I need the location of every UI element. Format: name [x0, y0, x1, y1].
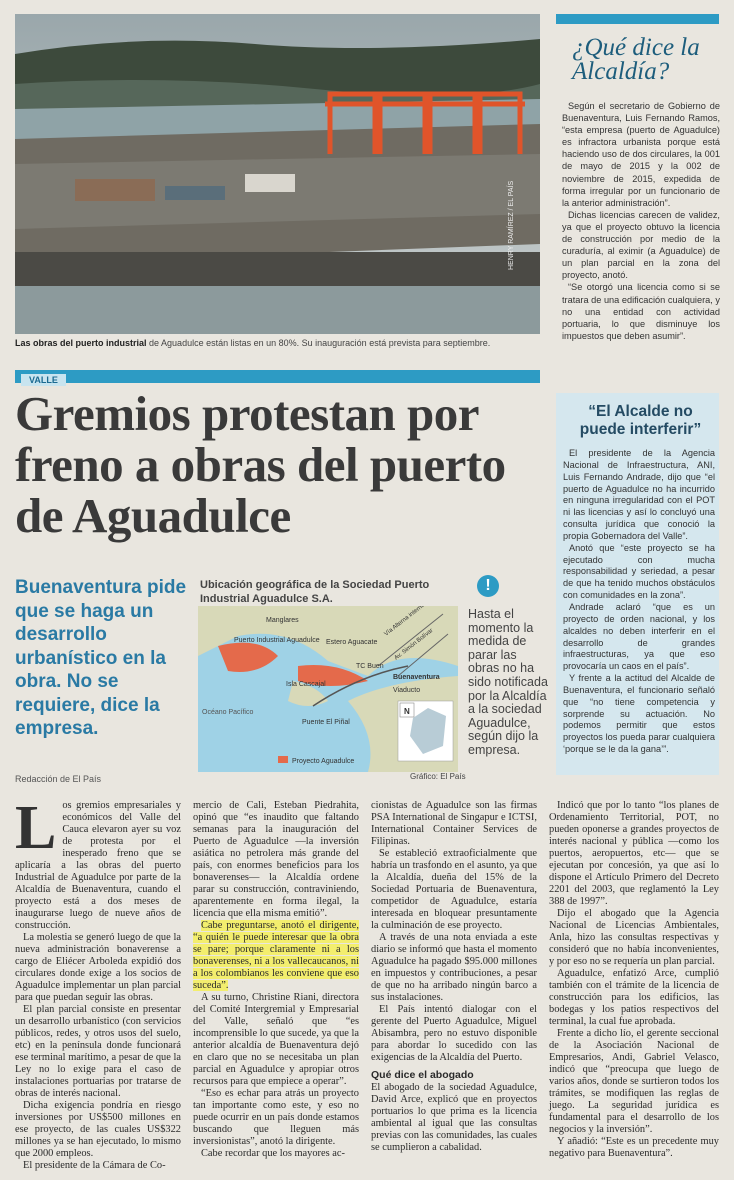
map-label-puerto: Puerto Industrial Aguadulce — [234, 637, 320, 644]
map-label-manglares: Manglares — [266, 617, 299, 624]
body-column-4 — [549, 800, 719, 1160]
box-text — [563, 448, 715, 756]
body-paragraph: “Eso es echar para atrás un proyecto tan importante como este, y eso no puede ocurrir en un país donde estamos buscando que lleguen más inversionistas”, anotó la dirigente. — [193, 1088, 359, 1147]
body-paragraph: El País intentó dialogar con el gerente del Puerto Aguadulce, Miguel Abisambra, pero no estuvo disponible para abordar lo sucedido con las exigencias de la Alcaldía del Puerto. — [371, 1004, 537, 1063]
sidebar-paragraph: “Se otorgó una licencia como si se tratara de una edificación cualquiera, y no una entidad con actividad portuaria, lo que disminuye los impuestos que deben asumir”. — [562, 282, 720, 341]
box-paragraph: Y frente a la actitud del Alcalde de Buenaventura, el funcionario señaló que “no tiene competencia y sorprende su actuación. No podemos permitir que estos proyectos los pueda parar cualquiera ‘porque se le da la gana’”. — [563, 673, 715, 755]
map-credit: Gráfico: El País — [410, 772, 466, 781]
section-bar — [15, 370, 540, 383]
highlighted-paragraph — [193, 920, 359, 992]
map-title: Ubicación geográfica de la Sociedad Puerto Industrial Aguadulce S.A. — [200, 579, 430, 605]
subheadline: Buenaventura pide que se haga un desarrollo urbanístico en la obra. No se requiere, dice la empresa. — [15, 577, 187, 739]
map-label-estero: Estero Aguacate — [326, 639, 378, 646]
sidebar-accent-bar — [556, 14, 719, 24]
body-paragraph: Se estableció extraoficialmente que habría un trasfondo en el asunto, ya que la Alcaldía, dueña del 15% de la Sociedad Portuaria de Buenaventura, competidor de Aguadulce, estaría interesada en bloquear presuntamente la culminación de ese proyecto. — [371, 848, 537, 931]
legend-swatch — [278, 756, 288, 763]
map-drawing — [198, 606, 458, 772]
compass-label: N — [404, 707, 410, 716]
body-paragraph: El presidente de la Cámara de Co- — [23, 1160, 166, 1171]
sidebar-title: ¿Qué dice la Alcaldía? — [572, 34, 700, 85]
caption-text: de Aguadulce están listas en un 80%. Su inauguración está prevista para septiembre. — [146, 338, 491, 348]
body-paragraph: os gremios empresariales y económicos del Valle del Cauca elevaron ayer su voz de protesta por el inesperado freno que se aplicaría a las obras del puerto Industrial de Aguadulce por parte de la Alcaldía de Buenaventura, cuando el proyecto está a dos meses de inaugurarse luego de nueve años de construcción. — [15, 800, 181, 931]
map-label-via-alterna: Vía Alterna interna — [383, 606, 427, 638]
section-label: VALLE — [21, 374, 66, 386]
photo-caption — [15, 338, 540, 348]
body-paragraph: Y añadió: “Este es un precedente muy negativo para Buenaventura”. — [549, 1136, 719, 1159]
body-column-2 — [193, 800, 359, 1160]
body-paragraph: cionistas de Aguadulce son las firmas PSA International de Singapur e ICTSI, International Container Services de Filipinas. — [371, 800, 537, 847]
box-paragraph: Anotó que “este proyecto se ha ejecutado con mucha responsabilidad y seriedad, a pesar de que ha tenido muchos obstáculos con comunidades en la zona”. — [563, 542, 715, 601]
map-label-isla: Isla Cascajal — [286, 681, 326, 688]
side-note: Hasta el momento la medida de parar las obras no ha sido notificada por la Alcaldía a la sociedad Aguadulce, según dijo la empresa. — [468, 607, 548, 757]
map-label-oceano: Océano Pacífico — [202, 709, 254, 716]
map-label-av-simon: Av. Simón Bolívar — [393, 627, 435, 662]
box-paragraph: El presidente de la Agencia Nacional de Infraestructura, ANI, Luis Fernando Andrade, dijo que “el puerto de Aguadulce no ha incurrido en ninguna irregularidad con el POT ni las licencias y así lo concluyó una consulta jurídica que conoció la propia Gobernadora del Valle”. — [563, 448, 715, 541]
body-paragraph: El abogado de la sociedad Aguadulce, David Arce, explicó que en proyectos portuarios lo que prima es la licencia ambiental al igual que las consultas previas con las comunidades, las cuales se cumplieron a cabalidad. — [371, 1082, 537, 1153]
sidebar-text — [562, 100, 720, 342]
sidebar-paragraph: Dichas licencias carecen de validez, ya que el proyecto obtuvo la licencia de construcción por medio de la curaduría, al eximir (a Aguadulce) de un plan parcial en la zona del proyecto, anotó. — [562, 209, 720, 281]
sidebar-paragraph: Según el secretario de Gobierno de Buenaventura, Luis Fernando Ramos, “esta empresa (puerto de Aguadulce) es infractora urbanista porque está haciendo uso de dos circulares, la 001 de mayo de 2015 y la 002 de noviembre de 2015, expedida de forma irregular por un funcionario de la anterior administración”. — [562, 101, 720, 208]
body-paragraph: Dijo el abogado que la Agencia Nacional de Licencias Ambientales, Anla, hizo las consultas respectivas y consideró que no había inconvenientes, y por eso no se requería un plan parcial. — [549, 908, 719, 967]
box-paragraph: Andrade aclaró “que es un proyecto de orden nacional, y los alcaldes no deben interferir en el desarrollo de grandes infraestructuras, ya que eso provocaría un caos en el país”. — [563, 601, 715, 672]
box-title: “El Alcalde no puede interferir” — [579, 403, 702, 438]
highlight-text: Cabe preguntarse, anotó el dirigente, “a quién le puede interesar que la obra se pare; porque claramente ni a los bonaverenses, ni a los vallecaucanos, ni a los colombianos les conviene que eso suceda”. — [193, 920, 359, 991]
body-paragraph: A través de una nota enviada a este diario se informó que hasta el momento Aguadulce ha pagado $95.000 millones en impuestos y contribuciones, a pesar de que no ha arribado ningún barco a sus instalaciones. — [371, 932, 537, 1003]
drop-cap: L — [15, 794, 57, 862]
body-paragraph: El plan parcial consiste en presentar un desarrollo urbanístico (con servicios públicos, redes, y otros usos del suelo, etc) en la península donde funcionará ese terminal marítimo, a pesar de que la Ley no lo exige para el caso de instalaciones portuarias por tratarse de obras de interés nacional. — [15, 1004, 181, 1099]
exclamation-icon: ! — [477, 575, 499, 597]
body-column-3 — [371, 800, 537, 1154]
location-map — [198, 606, 458, 772]
body-paragraph: A su turno, Christine Riani, directora del Comité Intergremial y Empresarial del Valle, señaló que “es incomprensible lo que sucede, ya que la anterior alcaldía de Buenaventura dejó en claro que no se necesitaba un plan parcial en Aguadulce y apropiar otros recursos para que empiece a operar”. — [193, 992, 359, 1087]
photo-credit: HENRY RAMÍREZ / EL PAÍS — [508, 180, 515, 270]
body-paragraph: Aguadulce, enfatizó Arce, cumplió también con el trámite de la licencia de construcción para los edificios, las bodegas y los patios respectivos del terminal, la cual fue aprobada. — [549, 968, 719, 1027]
body-paragraph: La molestia se generó luego de que la nueva administración bonaverense a cargo de Eliécer Arboleda expidió dos circulares donde exige a los socios de Aguadulce implementar un plan parcial para que puedan seguir las obras. — [15, 932, 181, 1003]
byline: Redacción de El País — [15, 774, 102, 784]
body-paragraph: mercio de Cali, Esteban Piedrahita, opinó que “es inaudito que faltando semanas para la inauguración del Puerto de Aguadulce —la inversión asiática no petrolera más grande del país, con enormes beneficios para los bonaverenses— la Alcaldía ordene parar su construcción, contraviniendo, aparentemente en forma ilegal, la licencia que ella misma emitió”. — [193, 800, 359, 919]
map-legend: Proyecto Aguadulce — [292, 758, 355, 765]
body-paragraph: Dicha exigencia pondría en riesgo inversiones por US$500 millones en ese proyecto, de las cuales US$322 millones ya se han ejecutado, lo mismo que 2000 empleos. — [15, 1100, 181, 1159]
subheading-abogado: Qué dice el abogado — [371, 1069, 474, 1081]
body-paragraph: Indicó que por lo tanto “los planes de Ordenamiento Territorial, POT, no pueden oponerse a grandes proyectos de interés nacional y pública —como los puertos, aeropuertos, etc— que se ejecutan por concesión, ya que así lo dispone el Artículo Primero del Decreto 2201 del 2003, que reglamentó la Ley 388 de 1997”. — [549, 800, 719, 907]
map-label-buenaventura: Buenaventura — [393, 674, 440, 681]
map-label-tc-buen: TC Buen — [356, 663, 384, 670]
caption-bold: Las obras del puerto industrial — [15, 338, 147, 348]
map-label-viaducto: Viaducto — [393, 687, 421, 694]
map-label-puente: Puente El Piñal — [302, 719, 350, 726]
port-photo-drawing — [15, 14, 540, 334]
headline: Gremios protestan por freno a obras del puerto de Aguadulce — [15, 386, 506, 543]
body-paragraph: Cabe recordar que los mayores ac- — [201, 1148, 345, 1159]
body-column-1 — [15, 794, 181, 1172]
body-paragraph: Frente a dicho lío, el gerente seccional de la Asociación Nacional de Empresarios, Andi, Gabriel Velasco, indicó que “preocupa que luego de varios años, donde se surtieron todos los trámites, se modifiquen las reglas de juego. La seguridad jurídica es fundamental para el desarrollo de los negocios y la inversión”. — [549, 1028, 719, 1135]
port-photo — [15, 14, 540, 334]
